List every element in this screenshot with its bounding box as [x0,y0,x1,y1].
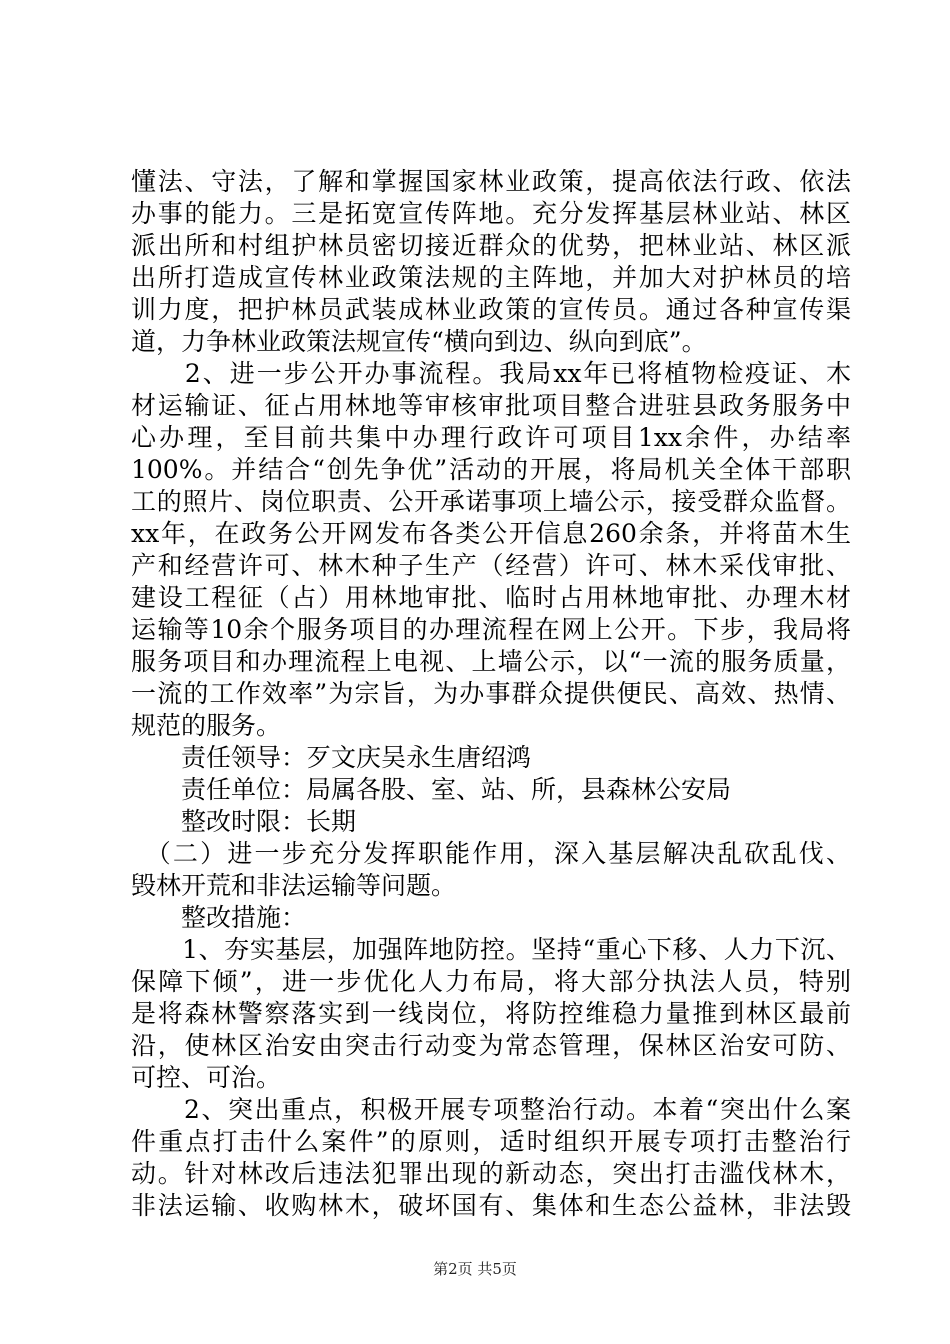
text-line: 产和经营许可、林木种子生产（经营）许可、林木采伐审批、 [131,551,851,580]
text-line: 是将森林警察落实到一线岗位，将防控维稳力量推到林区最前 [131,999,851,1028]
text-line: 建设工程征（占）用林地审批、临时占用林地审批、办理木材 [131,583,851,612]
text-line: （二）进一步充分发挥职能作用，深入基层解决乱砍乱伐、 [131,839,851,868]
document-body [131,166,851,1222]
text-line: 1、夯实基层，加强阵地防控。坚持“重心下移、人力下沉、 [131,935,851,964]
text-line: 整改措施： [131,903,307,932]
page-footer: 第2页 共5页 [433,1260,517,1278]
text-line: 2、进一步公开办事流程。我局xx年已将植物检疫证、木 [131,359,851,388]
text-line: 运输等10余个服务项目的办理流程在网上公开。下步，我局将 [131,615,851,644]
text-line: 2、突出重点，积极开展专项整治行动。本着“突出什么案 [131,1095,851,1124]
text-line: 服务项目和办理流程上电视、上墙公示，以“一流的服务质量， [131,647,851,676]
text-line: 一流的工作效率”为宗旨，为办事群众提供便民、高效、热情、 [131,679,851,708]
text-line: 责任单位：局属各股、室、站、所，县森林公安局 [131,775,732,804]
text-line: 件重点打击什么案件”的原则，适时组织开展专项打击整治行 [131,1127,851,1156]
text-line: 毁林开荒和非法运输等问题。 [131,871,457,900]
text-line: 心办理，至目前共集中办理行政许可项目1xx余件，办结率 [131,423,851,452]
text-line: 材运输证、征占用林地等审核审批项目整合进驻县政务服务中 [131,391,851,420]
text-line: 沿，使林区治安由突击行动变为常态管理，保林区治安可防、 [131,1031,851,1060]
text-line: 工的照片、岗位职责、公开承诺事项上墙公示，接受群众监督。 [131,487,851,516]
text-line: 派出所和村组护林员密切接近群众的优势，把林业站、林区派 [131,231,851,260]
text-line: xx年，在政务公开网发布各类公开信息260余条，并将苗木生 [131,519,851,548]
text-line: 100%。并结合“创先争优”活动的开展，将局机关全体干部职 [131,455,851,484]
text-line: 道，力争林业政策法规宣传“横向到边、纵向到底”。 [131,327,707,356]
text-line: 保障下倾”，进一步优化人力布局，将大部分执法人员，特别 [131,967,851,996]
text-line: 办事的能力。三是拓宽宣传阵地。充分发挥基层林业站、林区 [131,199,851,228]
text-line: 整改时限：长期 [131,807,357,836]
text-line: 非法运输、收购林木，破坏国有、集体和生态公益林，非法毁 [131,1191,851,1220]
text-line: 出所打造成宣传林业政策法规的主阵地，并加大对护林员的培 [131,263,851,292]
text-line: 可控、可治。 [131,1063,282,1092]
text-line: 懂法、守法，了解和掌握国家林业政策，提高依法行政、依法 [131,167,851,196]
text-line: 责任领导：歹文庆吴永生唐绍鸿 [131,743,532,772]
text-line: 训力度，把护林员武装成林业政策的宣传员。通过各种宣传渠 [131,295,851,324]
text-line: 动。针对林改后违法犯罪出现的新动态，突出打击滥伐林木， [131,1159,851,1188]
text-line: 规范的服务。 [131,711,282,740]
